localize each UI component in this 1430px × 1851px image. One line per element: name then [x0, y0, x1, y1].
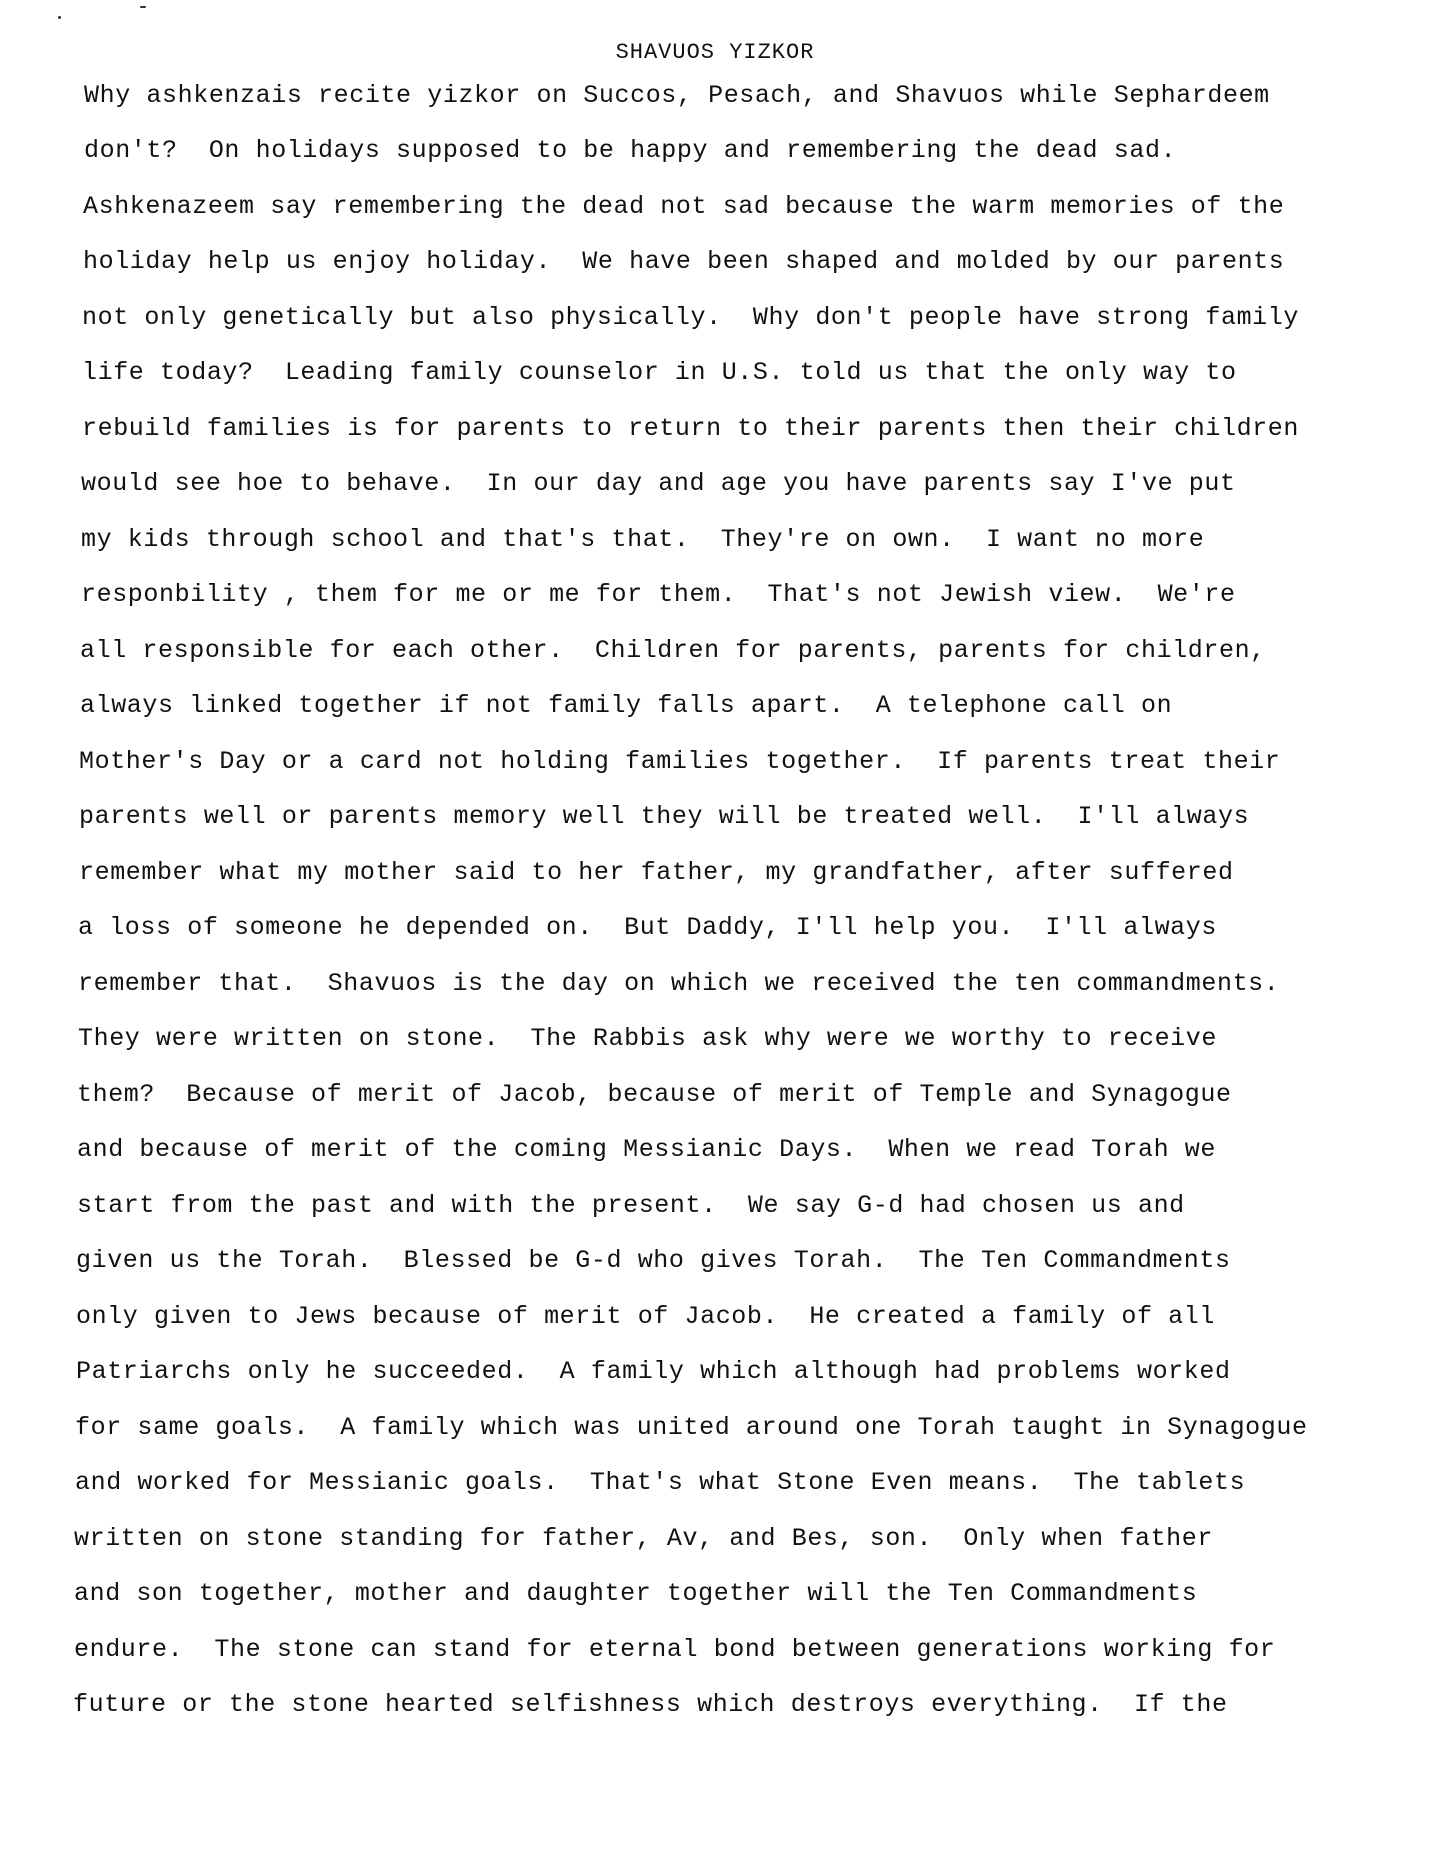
text-line: Patriarchs only he succeeded. A family which although had problems worked [76, 1357, 1231, 1386]
text-line: and because of merit of the coming Messianic Days. When we read Torah we [77, 1135, 1216, 1164]
text-line: Ashkenazeem say remembering the dead not sad because the warm memories of the [83, 192, 1285, 221]
text-line: don't? On holidays supposed to be happy and remembering the dead sad. [84, 136, 1177, 165]
text-line: only given to Jews because of merit of Jacob. He created a family of all [76, 1302, 1215, 1331]
text-line: for same goals. A family which was united around one Torah taught in Synagogue [75, 1413, 1308, 1442]
text-line: and son together, mother and daughter together will the Ten Commandments [74, 1579, 1198, 1608]
text-line: would see hoe to behave. In our day and age you have parents say I've put [81, 469, 1236, 498]
text-line: parents well or parents memory well they will be treated well. I'll always [79, 802, 1250, 831]
text-line: future or the stone hearted selfishness which destroys everything. If the [73, 1690, 1228, 1719]
text-line: them? Because of merit of Jacob, because of merit of Temple and Synagogue [77, 1080, 1232, 1109]
text-line: holiday help us enjoy holiday. We have been shaped and molded by our parents [83, 247, 1285, 276]
text-line: and worked for Messianic goals. That's what Stone Even means. The tablets [75, 1468, 1246, 1497]
text-line: always linked together if not family falls apart. A telephone call on [80, 691, 1173, 720]
text-line: life today? Leading family counselor in U.S. told us that the only way to [82, 358, 1237, 387]
text-line: endure. The stone can stand for eternal bond between generations working for [74, 1635, 1276, 1664]
text-line: Mother's Day or a card not holding families together. If parents treat their [79, 747, 1281, 776]
text-line: start from the past and with the present. We say G-d had chosen us and [77, 1191, 1185, 1220]
text-line: responbility , them for me or me for them. That's not Jewish view. We're [81, 580, 1236, 609]
text-line: a loss of someone he depended on. But Daddy, I'll help you. I'll always [78, 913, 1217, 942]
text-line: remember what my mother said to her father, my grandfather, after suffered [79, 858, 1234, 887]
text-line: written on stone standing for father, Av, and Bes, son. Only when father [74, 1524, 1213, 1553]
text-line: all responsible for each other. Children for parents, parents for children, [80, 636, 1266, 665]
text-line: my kids through school and that's that. They're on own. I want no more [81, 525, 1205, 554]
document-title: SHAVUOS YIZKOR [615, 40, 815, 65]
text-line: not only genetically but also physically. Why don't people have strong family [82, 303, 1299, 332]
text-line: rebuild families is for parents to return to their parents then their children [82, 414, 1299, 443]
text-line: Why ashkenzais recite yizkor on Succos, Pesach, and Shavuos while Sephardeem [84, 81, 1270, 110]
text-line: given us the Torah. Blessed be G-d who gives Torah. The Ten Commandments [76, 1246, 1231, 1275]
text-line: remember that. Shavuos is the day on which we received the ten commandments. [78, 969, 1280, 998]
text-line: They were written on stone. The Rabbis ask why were we worthy to receive [78, 1024, 1217, 1053]
